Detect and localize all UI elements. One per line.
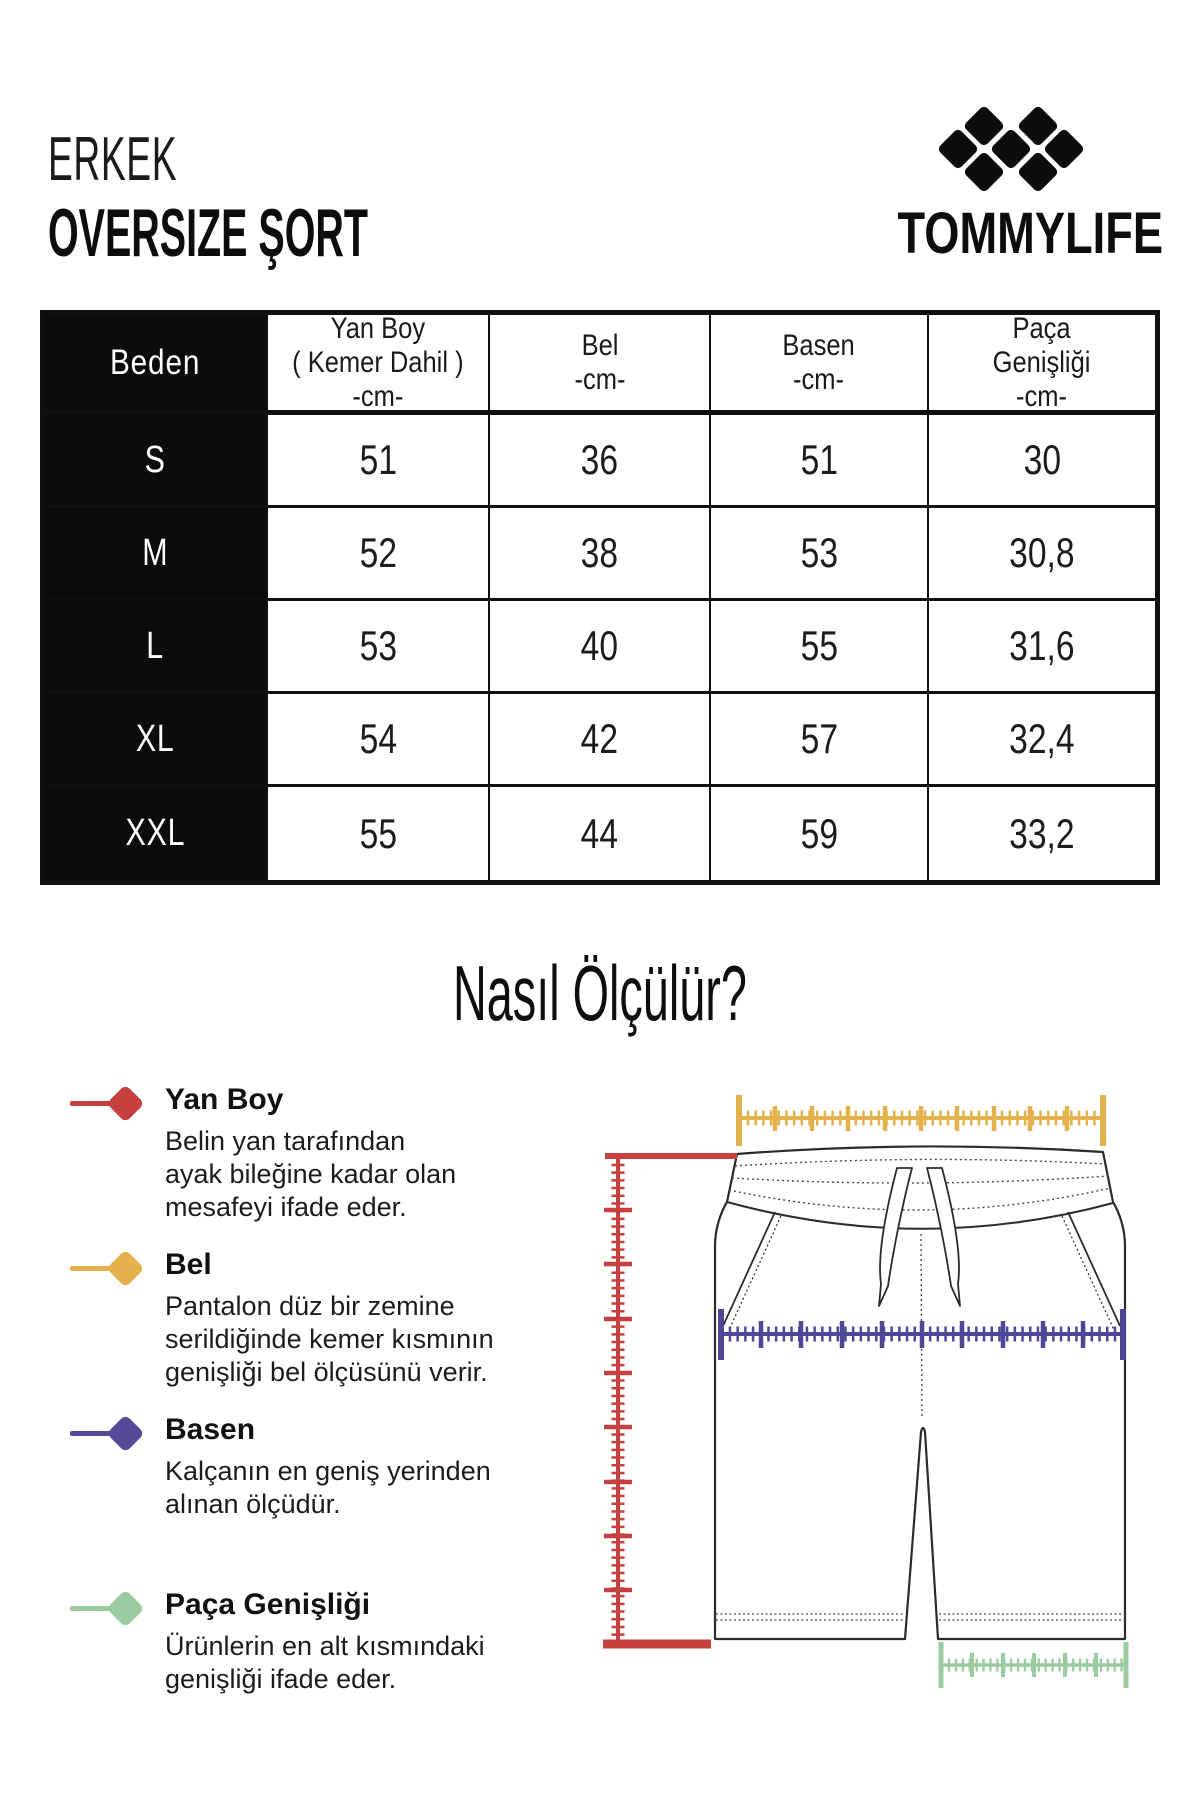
size-cell: M — [45, 508, 268, 601]
size-cell: XL — [45, 694, 268, 787]
value-cell: 42 — [490, 694, 711, 787]
value-cell: 31,6 — [929, 601, 1155, 694]
table-header-beden: Beden — [45, 315, 268, 415]
size-cell: XXL — [45, 787, 268, 880]
value-cell: 59 — [711, 787, 929, 880]
brand-name: TOMMYLIFE — [897, 201, 1164, 266]
legend-item-paca-genisligi — [70, 1588, 540, 1696]
value-cell: 36 — [490, 415, 711, 508]
table-header-yan-boy: Yan Boy ( Kemer Dahil ) -cm- — [268, 315, 490, 415]
category-label: ERKEK — [48, 125, 178, 194]
legend-description-line: Ürünlerin en alt kısmındaki — [165, 1631, 485, 1661]
yan-boy-diamond-icon — [70, 1085, 165, 1125]
legend-description-line: genişliği bel ölçüsünü verir. — [165, 1357, 488, 1387]
value-cell: 40 — [490, 601, 711, 694]
shorts-drawing — [715, 1146, 1125, 1639]
value-cell: 44 — [490, 787, 711, 880]
size-table — [40, 310, 1160, 885]
legend-description-line: Belin yan tarafından — [165, 1126, 406, 1156]
value-cell: 55 — [268, 787, 490, 880]
paca-genisligi-diamond-icon — [70, 1590, 165, 1630]
legend-name: Paça Genişliği — [165, 1588, 371, 1621]
bel-ruler — [739, 1095, 1103, 1146]
size-cell: L — [45, 601, 268, 694]
legend-name: Bel — [165, 1248, 212, 1281]
legend-description-line: mesafeyi ifade eder. — [165, 1192, 407, 1222]
value-cell: 52 — [268, 508, 490, 601]
section-title: Nasıl Ölçülür? — [453, 949, 747, 1037]
brand-logo-diamonds-icon — [930, 100, 1095, 205]
legend-description-line: serildiğinde kemer kısmının — [165, 1324, 494, 1354]
value-cell: 51 — [711, 415, 929, 508]
legend-item-basen — [70, 1413, 540, 1521]
table-header-basen: Basen -cm- — [711, 315, 929, 415]
table-header-paca-genisligi: Paça Genişliği -cm- — [929, 315, 1155, 415]
value-cell: 38 — [490, 508, 711, 601]
value-cell: 53 — [711, 508, 929, 601]
value-cell: 30,8 — [929, 508, 1155, 601]
value-cell: 53 — [268, 601, 490, 694]
measurement-diagram — [560, 1080, 1160, 1705]
legend-description-line: ayak bileğine kadar olan — [165, 1159, 457, 1189]
bel-diamond-icon — [70, 1250, 165, 1290]
legend-description-line: genişliği ifade eder. — [165, 1664, 397, 1694]
size-cell: S — [45, 415, 268, 508]
legend-description-line: Kalçanın en geniş yerinden — [165, 1456, 491, 1486]
value-cell: 55 — [711, 601, 929, 694]
table-header-bel: Bel -cm- — [490, 315, 711, 415]
paca-genisligi-ruler — [941, 1642, 1126, 1688]
legend-item-bel — [70, 1248, 540, 1389]
legend-item-yan-boy — [70, 1083, 540, 1224]
legend-description-line: Pantalon düz bir zemine — [165, 1291, 455, 1321]
value-cell: 30 — [929, 415, 1155, 508]
legend-name: Basen — [165, 1413, 256, 1446]
value-cell: 54 — [268, 694, 490, 787]
basen-diamond-icon — [70, 1415, 165, 1455]
value-cell: 51 — [268, 415, 490, 508]
value-cell: 57 — [711, 694, 929, 787]
legend-name: Yan Boy — [165, 1083, 284, 1116]
value-cell: 33,2 — [929, 787, 1155, 880]
legend-description-line: alınan ölçüdür. — [165, 1489, 341, 1519]
product-title: OVERSIZE ŞORT — [48, 195, 368, 271]
value-cell: 32,4 — [929, 694, 1155, 787]
